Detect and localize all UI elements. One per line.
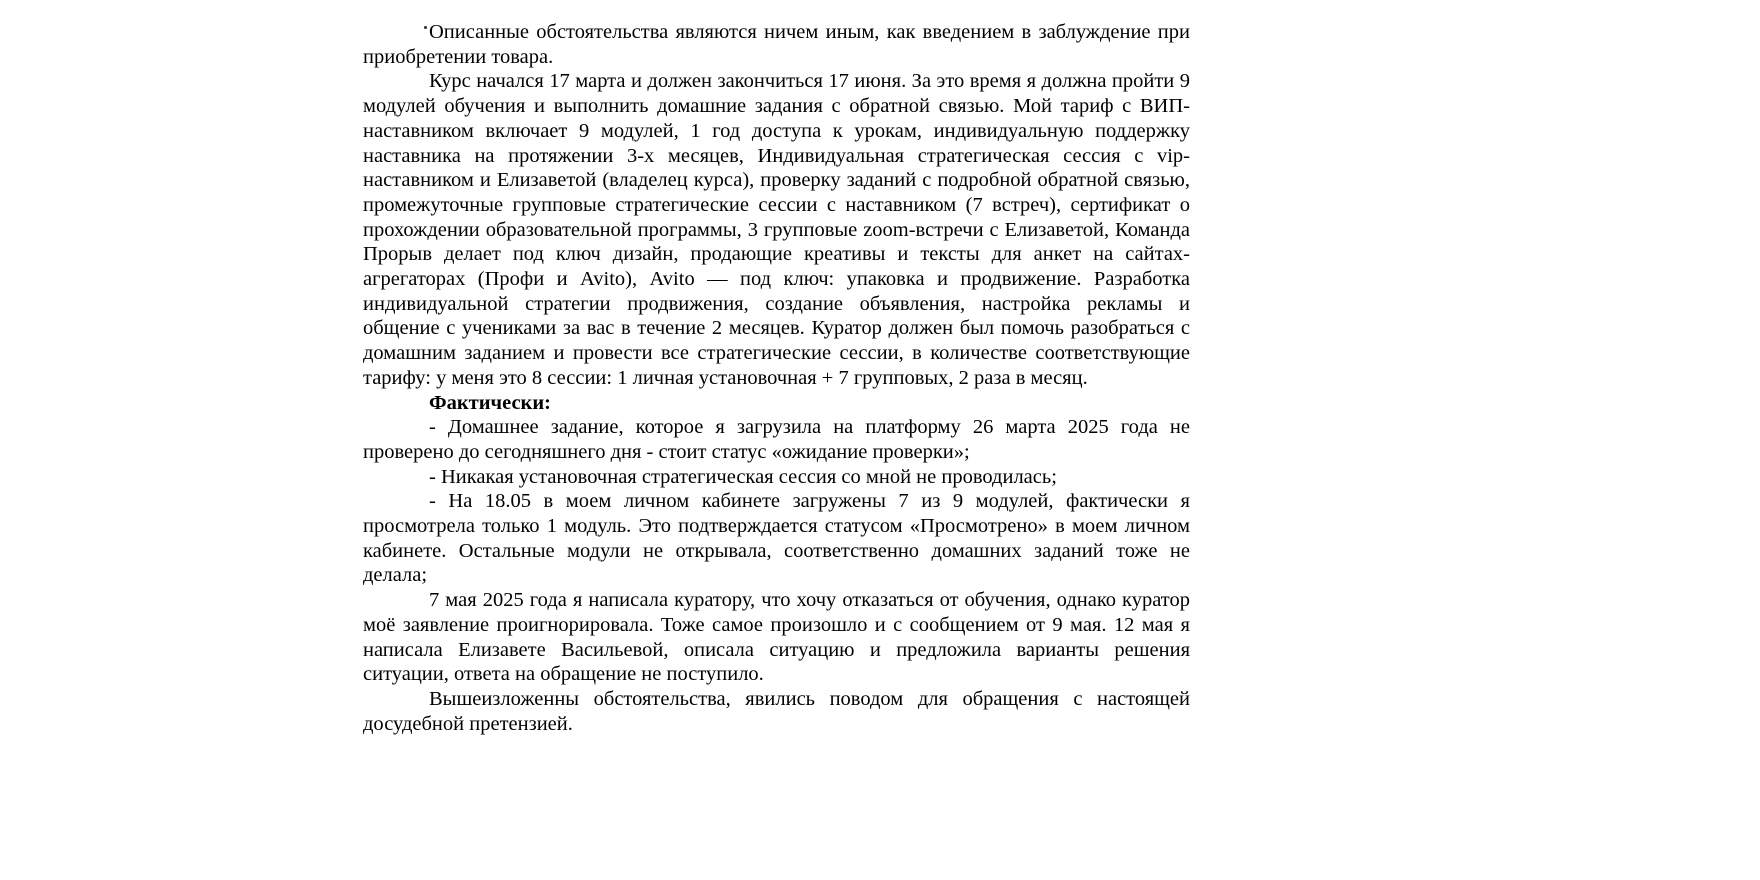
paragraph-homework-unchecked: - Домашнее задание, которое я загрузила на платформу 26 марта 2025 года не проверено до сегодняшнего дня - стоит статус «ожидание проверки»; <box>363 416 1190 463</box>
paragraph-course-terms: Курс начался 17 марта и должен закончиться 17 июня. За это время я должна пройти 9 модулей обучения и выполнить домашние задания с обратной связью. Мой тариф с ВИП-наставником включает 9 модулей, 1 год доступа к урокам, индивидуальную поддержку наставника на протяжении 3-х месяцев, Индивидуальная стратегическая сессия с vip-наставником и Елизаветой (владелец курса), проверку заданий с подробной обратной связью, промежуточные групповые стратегические сессии с наставником (7 встреч), сертификат о прохождении образовательной программы, 3 групповые zoom-встречи с Елизаветой, Команда Прорыв делает под ключ дизайн, продающие креативы и тексты для анкет на сайтах-агрегаторах (Профи и Avito), Avito — под ключ: упаковка и продвижение. Разработка индивидуальной стратегии продвижения, создание объявления, настройка рекламы и общение с учениками за вас в течение 2 месяцев. Куратор должен был помочь разобраться с домашним заданием и провести все стратегические сессии, в количестве соответствующие тарифу: у меня это 8 сессии: 1 личная установочная + 7 групповых, 2 раза в месяц. <box>363 70 1190 389</box>
paragraph-no-strategy-session: - Никакая установочная стратегическая сессия со мной не проводилась; <box>429 465 1057 488</box>
document-text-column <box>363 20 1190 736</box>
paragraph-modules-status: - На 18.05 в моем личном кабинете загружены 7 из 9 модулей, фактически я просмотрела только 1 модуль. Это подтверждается статусом «Просмотрено» в моем личном кабинете. Остальные модули не открывала, соответственно домашних заданий тоже не делала; <box>363 490 1190 587</box>
paragraph-refund-requests-ignored: 7 мая 2025 года я написала куратору, что хочу отказаться от обучения, однако куратор моё заявление проигнорировала. Тоже самое произошло и с сообщением от 9 мая. 12 мая я написала Елизавете Васильевой, описала ситуацию и предложила варианты решения ситуации, ответа на обращение не поступило. <box>363 589 1190 686</box>
heading-actually: Фактически: <box>429 391 552 414</box>
paragraph-misleading-purchase: Описанные обстоятельства являются ничем иным, как введением в заблуждение при приобретении товара. <box>363 21 1190 68</box>
paragraph-conclusion-claim: Вышеизложенны обстоятельства, явились поводом для обращения с настоящей досудебной претензией. <box>363 687 1190 735</box>
